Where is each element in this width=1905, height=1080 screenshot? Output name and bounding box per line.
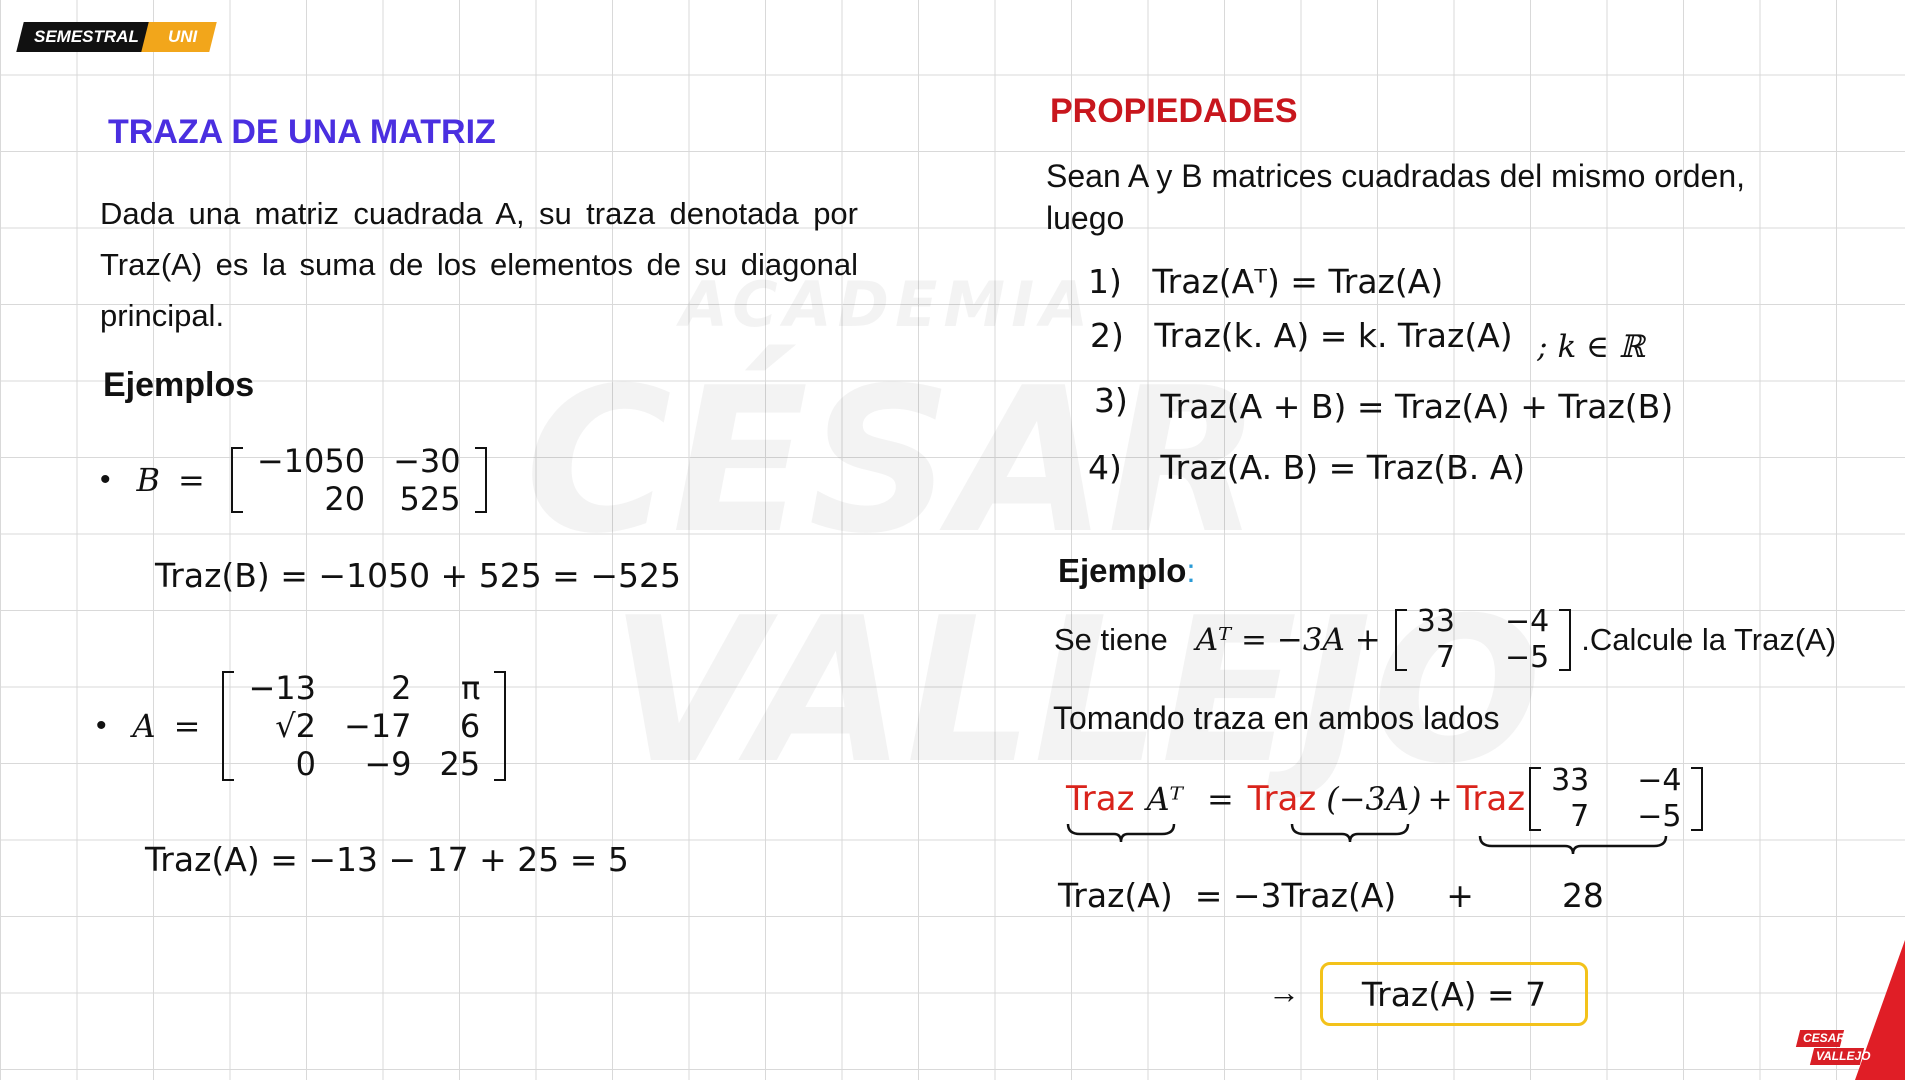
example-heading-text: Ejemplo (1058, 552, 1187, 589)
example-heading (1058, 552, 1196, 590)
step-matrix (1541, 763, 1691, 835)
matrix-cell: −5 (1637, 799, 1682, 834)
matrix-cell: 2 (391, 669, 412, 707)
neg-three-a: (−3A) (1326, 780, 1422, 818)
matrix-cell: 7 (1435, 640, 1455, 675)
matrix-cell: 33 (1551, 763, 1590, 798)
section-title-traza: TRAZA DE UNA MATRIZ (108, 113, 496, 151)
left-bracket (222, 671, 234, 781)
step2-lhs: Traz(A) (1058, 875, 1173, 915)
right-bracket (494, 671, 506, 781)
matrix-cell: 33 (1416, 604, 1455, 639)
given-label: Se tiene (1054, 622, 1168, 657)
right-bracket (1691, 767, 1703, 831)
property-text: Traz(A. B) = Traz(B. A) (1160, 448, 1526, 487)
matrix-a (234, 669, 494, 783)
traz-a-result: Traz(A) = −13 − 17 + 25 = 5 (145, 840, 629, 879)
answer-box (1320, 962, 1588, 1026)
corner-logo-line1: CESAR (1803, 1031, 1846, 1045)
matrix-cell: 7 (1570, 799, 1590, 834)
bullet: • (96, 709, 107, 742)
property-1 (1088, 262, 1443, 301)
matrix-cell: −1050 (256, 442, 366, 480)
matrix-cell: 525 (399, 480, 461, 518)
property-number: 1) (1088, 262, 1122, 301)
matrix-cell: −17 (343, 707, 412, 745)
answer-text: Traz(A) = 7 (1361, 974, 1547, 1014)
property-4 (1088, 448, 1525, 487)
example-given (1054, 600, 1836, 680)
matrix-cell: −13 (248, 669, 316, 707)
intro-line-1: Sean A y B matrices cuadradas del mismo orden, (1046, 158, 1746, 194)
left-bracket (231, 447, 243, 513)
property-number: 4) (1088, 448, 1122, 487)
right-bracket (1559, 609, 1571, 671)
logo-text-semestral: SEMESTRAL (34, 27, 139, 46)
example-colon: : (1186, 552, 1196, 589)
property-2 (1090, 316, 1645, 365)
matrix-cell: −4 (1504, 604, 1550, 639)
plus-sign: + (1427, 781, 1453, 817)
matrix-cell: 20 (324, 480, 366, 518)
underbrace-3 (1478, 832, 1668, 858)
traz-label-red: Traz (1247, 779, 1317, 819)
section-title-propiedades: PROPIEDADES (1050, 92, 1298, 130)
example-b-definition (100, 440, 487, 520)
property-text: Traz(Aᵀ) = Traz(A) (1152, 262, 1444, 301)
bullet: • (100, 463, 111, 496)
underbrace-2 (1290, 820, 1410, 846)
given-matrix (1407, 604, 1559, 676)
matrix-cell: 0 (295, 745, 316, 783)
step2-value: 28 (1561, 875, 1604, 915)
given-tail: .Calcule la Traz(A) (1581, 622, 1837, 657)
matrix-cell: −30 (393, 442, 461, 480)
intro-line-2: luego (1046, 200, 1125, 236)
property-number: 2) (1090, 316, 1124, 355)
arrow-icon: → (1268, 974, 1300, 1010)
matrix-name-a: A (132, 707, 156, 745)
logo-text-uni: UNI (168, 27, 198, 46)
examples-heading: Ejemplos (103, 366, 255, 404)
equals-sign: = (1206, 780, 1234, 818)
matrix-cell: 6 (459, 707, 481, 745)
matrix-name-b: B (136, 461, 161, 499)
right-bracket (475, 447, 487, 513)
traz-label-red: Traz (1456, 779, 1526, 819)
plus-sign: + (1446, 875, 1474, 915)
property-text: Traz(k. A) = k. Traz(A) (1154, 316, 1513, 355)
property-number: 3) (1094, 381, 1128, 420)
matrix-cell: √2 (275, 707, 316, 745)
definition-paragraph: Dada una matriz cuadrada A, su traza denotada por Traz(A) es la suma de los elementos de su diagonal principal. (100, 196, 858, 333)
trace-step-2 (1058, 873, 1604, 917)
matrix-cell: π (460, 669, 481, 707)
traz-b-result: Traz(B) = −1050 + 525 = −525 (155, 556, 681, 595)
matrix-cell: 25 (439, 745, 481, 783)
corner-logo-line2: VALLEJO (1816, 1049, 1871, 1063)
underbrace-1 (1066, 820, 1176, 846)
left-bracket (1395, 609, 1407, 671)
property-condition: ; k ∈ ℝ (1537, 329, 1645, 365)
step2-mid: = −3Traz(A) (1194, 875, 1397, 915)
example-a-definition (96, 665, 506, 787)
step-label: Tomando traza en ambos lados (1053, 700, 1500, 736)
cesar-vallejo-corner-logo (1798, 1030, 1871, 1066)
property-text: Traz(A + B) = Traz(A) + Traz(B) (1160, 387, 1674, 426)
property-3 (1094, 381, 1674, 426)
equals-sign: = (173, 707, 201, 745)
left-bracket (1529, 767, 1541, 831)
matrix-cell: −4 (1637, 763, 1682, 798)
given-equation: Aᵀ = −3A + (1195, 622, 1381, 658)
equals-sign: = (178, 461, 205, 499)
matrix-cell: −5 (1504, 640, 1550, 675)
a-transpose: Aᵀ (1146, 780, 1183, 818)
traz-label-red: Traz (1066, 779, 1135, 819)
matrix-cell: −9 (364, 745, 412, 783)
semestral-uni-logo (20, 22, 198, 52)
matrix-b (243, 442, 475, 518)
